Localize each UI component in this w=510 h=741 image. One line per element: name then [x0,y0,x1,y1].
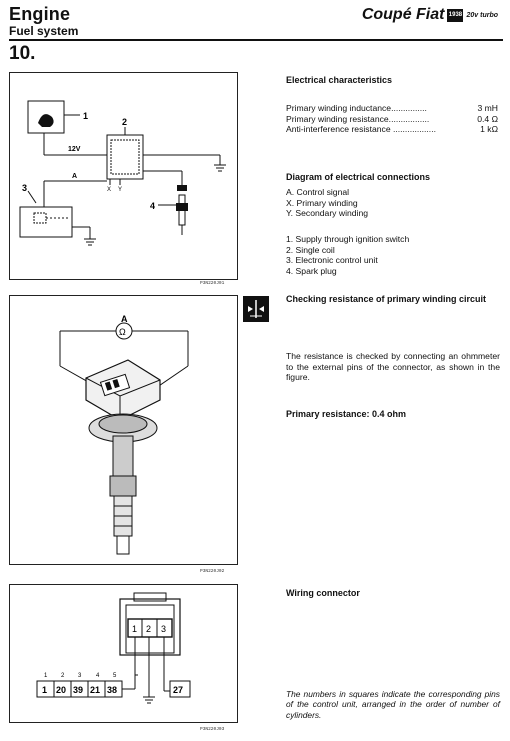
callout-1: 1 [83,111,89,121]
wiring-diagram [10,585,237,722]
component-item: 3. Electronic control unit [286,255,378,266]
subsection-title: Fuel system [9,24,79,38]
spec-value: 3 mH [477,103,498,113]
spec-label: Primary winding inductance............... [286,103,427,113]
figure-code-2: P3N220J02 [200,569,225,574]
pin-y-label: Y [118,187,123,193]
spec-value: 1 kΩ [480,124,498,135]
callout-line-3 [28,191,36,203]
circuit-diagram [10,73,237,279]
cylinder-3: 3 [78,673,82,679]
callout-3: 3 [22,183,28,193]
ecu-pin-38: 38 [107,685,118,695]
primary-resistance: Primary resistance: 0.4 ohm [286,409,407,419]
brand-name: Coupé Fiat [361,6,445,23]
spec-list [286,103,498,135]
section-title: Engine [9,4,71,24]
callout-4: 4 [150,201,156,211]
spec-row [286,124,498,135]
pin-a-label: A [72,173,78,180]
connector-pin-2: 2 [146,624,152,634]
key-icon [38,114,54,127]
wiring-title: Wiring connector [286,588,360,598]
ohmmeter-check-icon [243,296,269,322]
spec-row [286,114,498,125]
spark-plug-cap [177,185,187,191]
page-number: 10. [9,43,36,64]
signal-item: X. Primary winding [286,197,358,208]
connector-pin-1: 1 [132,624,138,634]
cylinder-4: 4 [96,673,100,679]
coil-box [107,135,143,179]
component-item: 2. Single coil [286,244,335,255]
spec-label: Primary winding resistance................. [286,113,430,124]
brand-logo [362,6,498,24]
spark-plug-hex [176,203,188,211]
electrical-title: Electrical characteristics [286,75,393,85]
cylinder-2: 2 [61,673,65,679]
ecu-pin-20: 20 [56,685,67,695]
component-list [286,234,409,276]
coil-figure [9,295,238,565]
coil-winding [111,140,139,174]
checking-body: The resistance is checked by connecting an ohmmeter to the external pins of the connector, as shown in the figure. [286,351,500,383]
spec-row [286,103,498,114]
pin-x-label: X [107,187,112,193]
connector-pin-3: 3 [161,624,167,634]
ecu-pin-39: 39 [73,685,84,695]
spec-value: 0.4 Ω [477,113,498,124]
brand-sub: 20v turbo [466,11,498,19]
diagram-title: Diagram of electrical connections [286,172,431,182]
ohm-symbol: Ω [119,327,126,337]
wiring-note: The numbers in squares indicate the corresponding pins of the control unit, arranged in the order of number of cylinders. [286,689,500,720]
circuit-diagram-figure [9,72,238,280]
brand-badge: 1938 [447,9,463,22]
ecu-pin-27: 27 [173,685,184,695]
component-item: 1. Supply through ignition switch [286,234,410,244]
voltage-label: 12V [68,146,81,153]
cylinder-5: 5 [113,673,117,679]
meter-label: A [121,314,128,324]
coil-boot-top [110,476,136,496]
figure-code-3: P3N220J03 [200,727,225,732]
signal-item: A. Control signal [286,187,350,197]
wiring-figure [9,584,238,723]
coil-drawing [10,296,237,564]
component-item: 4. Spark plug [286,265,337,276]
signal-item: Y. Secondary winding [286,208,369,219]
checking-title: Checking resistance of primary winding circuit [286,294,487,304]
signal-list [286,187,368,219]
ecu-pin-21: 21 [90,685,101,695]
callout-2: 2 [122,117,128,127]
spec-label: Anti-interference resistance .................. [286,124,436,135]
header-rule [9,39,503,41]
figure-code-1: P3N220J01 [200,281,225,286]
coil-shaft [113,436,133,476]
cylinder-1: 1 [44,673,48,679]
ecu-pin-1: 1 [42,685,48,695]
